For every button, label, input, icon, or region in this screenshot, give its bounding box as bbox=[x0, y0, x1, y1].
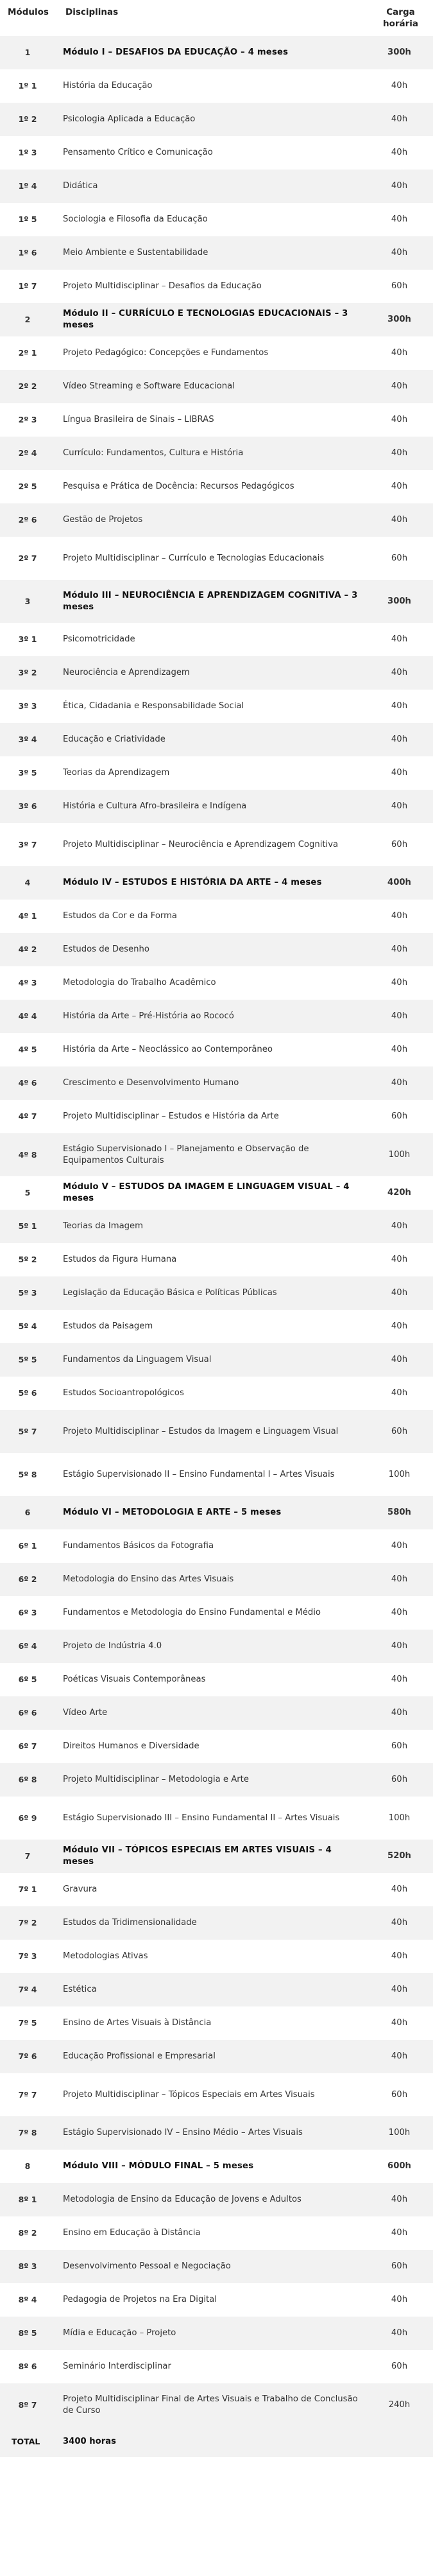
workload-cell: 40h bbox=[366, 1696, 433, 1730]
table-row bbox=[0, 1529, 433, 1563]
workload-cell: 40h bbox=[366, 1630, 433, 1663]
discipline-cell: Projeto Multidisciplinar – Desafios da Educação bbox=[58, 270, 366, 303]
module-number-cell: 1º 4 bbox=[0, 170, 58, 203]
table-row bbox=[0, 623, 433, 656]
discipline-cell: Educação e Criatividade bbox=[58, 723, 366, 756]
workload-cell: 40h bbox=[366, 1596, 433, 1630]
discipline-cell: Desenvolvimento Pessoal e Negociação bbox=[58, 2250, 366, 2283]
workload-cell: 40h bbox=[366, 203, 433, 236]
workload-cell: 40h bbox=[366, 1973, 433, 2006]
workload-cell: 60h bbox=[366, 823, 433, 866]
module-number-cell: 8º 2 bbox=[0, 2216, 58, 2250]
workload-cell: 40h bbox=[366, 1529, 433, 1563]
total-row bbox=[0, 2426, 433, 2457]
module-number-cell: 6º 4 bbox=[0, 1630, 58, 1663]
workload-cell: 60h bbox=[366, 2073, 433, 2116]
discipline-cell: Estágio Supervisionado III – Ensino Fundamental II – Artes Visuais bbox=[58, 1797, 366, 1840]
discipline-cell: Fundamentos Básicos da Fotografia bbox=[58, 1529, 366, 1563]
module-number-cell: 4º 5 bbox=[0, 1033, 58, 1066]
discipline-cell: Projeto Multidisciplinar – Tópicos Especiais em Artes Visuais bbox=[58, 2073, 366, 2116]
table-row bbox=[0, 336, 433, 370]
table-row bbox=[0, 2073, 433, 2116]
table-row bbox=[0, 723, 433, 756]
discipline-cell: Gestão de Projetos bbox=[58, 503, 366, 537]
module-number-cell: 5º 7 bbox=[0, 1410, 58, 1453]
module-number-cell: 7º 2 bbox=[0, 1906, 58, 1940]
discipline-cell: Fundamentos da Linguagem Visual bbox=[58, 1343, 366, 1377]
table-row bbox=[0, 1100, 433, 1133]
module-heading-row bbox=[0, 303, 433, 336]
table-row bbox=[0, 1243, 433, 1276]
table-row bbox=[0, 2040, 433, 2073]
workload-cell: 40h bbox=[366, 1210, 433, 1243]
table-row bbox=[0, 2383, 433, 2426]
workload-cell: 240h bbox=[366, 2383, 433, 2426]
module-number-cell: 3º 1 bbox=[0, 623, 58, 656]
module-number-cell: 5º 2 bbox=[0, 1243, 58, 1276]
module-number-cell: 8º 7 bbox=[0, 2383, 58, 2426]
module-number-cell: 4º 1 bbox=[0, 900, 58, 933]
table-row bbox=[0, 1596, 433, 1630]
discipline-cell: Projeto Multidisciplinar – Estudos e História da Arte bbox=[58, 1100, 366, 1133]
discipline-cell: História da Educação bbox=[58, 69, 366, 103]
discipline-cell: Estudos da Tridimensionalidade bbox=[58, 1906, 366, 1940]
workload-cell: 40h bbox=[366, 2216, 433, 2250]
module-number-cell: 4º 7 bbox=[0, 1100, 58, 1133]
workload-cell: 300h bbox=[366, 580, 433, 623]
module-number-cell: 6º 6 bbox=[0, 1696, 58, 1730]
workload-cell: 100h bbox=[366, 1133, 433, 1176]
module-number-cell: 3 bbox=[0, 580, 58, 623]
workload-cell: 60h bbox=[366, 537, 433, 580]
discipline-cell: Teorias da Imagem bbox=[58, 1210, 366, 1243]
module-number-cell: 1º 5 bbox=[0, 203, 58, 236]
discipline-cell: Metodologia do Trabalho Acadêmico bbox=[58, 966, 366, 1000]
table-row bbox=[0, 823, 433, 866]
table-row bbox=[0, 1410, 433, 1453]
discipline-cell: Pesquisa e Prática de Docência: Recursos Pedagógicos bbox=[58, 470, 366, 503]
workload-cell: 40h bbox=[366, 370, 433, 403]
module-number-cell: 7º 7 bbox=[0, 2073, 58, 2116]
total-value: 3400 horas bbox=[58, 2426, 366, 2457]
workload-cell: 60h bbox=[366, 2250, 433, 2283]
module-number-cell: 3º 2 bbox=[0, 656, 58, 690]
discipline-cell: Metodologia do Ensino das Artes Visuais bbox=[58, 1563, 366, 1596]
workload-cell: 300h bbox=[366, 36, 433, 69]
workload-cell: 40h bbox=[366, 690, 433, 723]
module-number-cell: 4 bbox=[0, 866, 58, 900]
discipline-cell: História da Arte – Pré-História ao Rococó bbox=[58, 1000, 366, 1033]
module-title-cell: Módulo V – ESTUDOS DA IMAGEM E LINGUAGEM VISUAL – 4 meses bbox=[58, 1176, 366, 1210]
workload-cell: 40h bbox=[366, 790, 433, 823]
discipline-cell: Pedagogia de Projetos na Era Digital bbox=[58, 2283, 366, 2317]
workload-cell: 40h bbox=[366, 1940, 433, 1973]
module-number-cell: 1º 6 bbox=[0, 236, 58, 270]
module-number-cell: 6º 8 bbox=[0, 1763, 58, 1797]
table-row bbox=[0, 2006, 433, 2040]
module-number-cell: 1º 7 bbox=[0, 270, 58, 303]
table-row bbox=[0, 2250, 433, 2283]
module-title-cell: Módulo VII – TÓPICOS ESPECIAIS EM ARTES VISUAIS – 4 meses bbox=[58, 1840, 366, 1873]
workload-cell: 40h bbox=[366, 1310, 433, 1343]
table-row bbox=[0, 2116, 433, 2150]
discipline-cell: Estágio Supervisionado I – Planejamento e Observação de Equipamentos Culturais bbox=[58, 1133, 366, 1176]
module-number-cell: 6º 9 bbox=[0, 1797, 58, 1840]
workload-cell: 40h bbox=[366, 933, 433, 966]
module-number-cell: 5º 3 bbox=[0, 1276, 58, 1310]
module-number-cell: 7º 6 bbox=[0, 2040, 58, 2073]
module-number-cell: 3º 5 bbox=[0, 756, 58, 790]
module-title-cell: Módulo VIII – MÓDULO FINAL – 5 meses bbox=[58, 2150, 366, 2183]
table-row bbox=[0, 756, 433, 790]
table-row bbox=[0, 690, 433, 723]
workload-cell: 60h bbox=[366, 270, 433, 303]
discipline-cell: Poéticas Visuais Contemporâneas bbox=[58, 1663, 366, 1696]
table-row bbox=[0, 1906, 433, 1940]
discipline-cell: Legislação da Educação Básica e Políticas Públicas bbox=[58, 1276, 366, 1310]
workload-cell: 60h bbox=[366, 1100, 433, 1133]
discipline-cell: Neurociência e Aprendizagem bbox=[58, 656, 366, 690]
table-row bbox=[0, 2317, 433, 2350]
table-row bbox=[0, 790, 433, 823]
module-number-cell: 5 bbox=[0, 1176, 58, 1210]
table-row bbox=[0, 370, 433, 403]
discipline-cell: Estética bbox=[58, 1973, 366, 2006]
table-row bbox=[0, 1630, 433, 1663]
discipline-cell: Seminário Interdisciplinar bbox=[58, 2350, 366, 2383]
module-number-cell: 2º 3 bbox=[0, 403, 58, 437]
table-row bbox=[0, 1763, 433, 1797]
module-number-cell: 5º 4 bbox=[0, 1310, 58, 1343]
workload-cell: 40h bbox=[366, 437, 433, 470]
table-row bbox=[0, 537, 433, 580]
module-heading-row bbox=[0, 2150, 433, 2183]
discipline-cell: Projeto Multidisciplinar – Metodologia e Arte bbox=[58, 1763, 366, 1797]
module-number-cell: 5º 5 bbox=[0, 1343, 58, 1377]
table-row bbox=[0, 1940, 433, 1973]
header-carga-horaria: Carga horária bbox=[366, 0, 433, 36]
workload-cell: 40h bbox=[366, 623, 433, 656]
workload-cell: 40h bbox=[366, 103, 433, 136]
table-row bbox=[0, 170, 433, 203]
workload-cell: 40h bbox=[366, 1873, 433, 1906]
discipline-cell: Estudos Socioantropológicos bbox=[58, 1377, 366, 1410]
table-row bbox=[0, 1563, 433, 1596]
module-number-cell: 7 bbox=[0, 1840, 58, 1873]
workload-cell: 40h bbox=[366, 69, 433, 103]
table-row bbox=[0, 1730, 433, 1763]
discipline-cell: Ética, Cidadania e Responsabilidade Social bbox=[58, 690, 366, 723]
workload-cell: 60h bbox=[366, 2350, 433, 2383]
workload-cell: 40h bbox=[366, 1000, 433, 1033]
module-heading-row bbox=[0, 1176, 433, 1210]
module-heading-row bbox=[0, 866, 433, 900]
module-number-cell: 3º 6 bbox=[0, 790, 58, 823]
workload-cell: 40h bbox=[366, 236, 433, 270]
module-number-cell: 6º 5 bbox=[0, 1663, 58, 1696]
module-number-cell: 2º 6 bbox=[0, 503, 58, 537]
workload-cell: 60h bbox=[366, 1763, 433, 1797]
workload-cell: 40h bbox=[366, 1033, 433, 1066]
module-number-cell: 8º 3 bbox=[0, 2250, 58, 2283]
workload-cell: 40h bbox=[366, 1276, 433, 1310]
workload-cell: 60h bbox=[366, 1410, 433, 1453]
discipline-cell: Estágio Supervisionado II – Ensino Fundamental I – Artes Visuais bbox=[58, 1453, 366, 1496]
module-title-cell: Módulo II – CURRÍCULO E TECNOLOGIAS EDUCACIONAIS – 3 meses bbox=[58, 303, 366, 336]
workload-cell: 40h bbox=[366, 1066, 433, 1100]
discipline-cell: Projeto Multidisciplinar Final de Artes Visuais e Trabalho de Conclusão de Curso bbox=[58, 2383, 366, 2426]
discipline-cell: Educação Profissional e Empresarial bbox=[58, 2040, 366, 2073]
discipline-cell: Teorias da Aprendizagem bbox=[58, 756, 366, 790]
discipline-cell: Metodologia de Ensino da Educação de Jovens e Adultos bbox=[58, 2183, 366, 2216]
workload-cell: 40h bbox=[366, 1377, 433, 1410]
total-label: TOTAL bbox=[0, 2426, 58, 2457]
table-header-row bbox=[0, 0, 433, 36]
discipline-cell: Psicomotricidade bbox=[58, 623, 366, 656]
table-row bbox=[0, 1973, 433, 2006]
table-body bbox=[0, 36, 433, 2426]
workload-cell: 40h bbox=[366, 2183, 433, 2216]
module-title-cell: Módulo IV – ESTUDOS E HISTÓRIA DA ARTE – 4 meses bbox=[58, 866, 366, 900]
table-row bbox=[0, 1133, 433, 1176]
workload-cell: 40h bbox=[366, 470, 433, 503]
module-number-cell: 6 bbox=[0, 1496, 58, 1529]
workload-cell: 100h bbox=[366, 2116, 433, 2150]
workload-cell: 40h bbox=[366, 336, 433, 370]
header-disciplinas: Disciplinas bbox=[58, 0, 366, 36]
module-number-cell: 5º 1 bbox=[0, 1210, 58, 1243]
workload-cell: 40h bbox=[366, 2006, 433, 2040]
workload-cell: 40h bbox=[366, 403, 433, 437]
module-number-cell: 4º 3 bbox=[0, 966, 58, 1000]
workload-cell: 40h bbox=[366, 2040, 433, 2073]
workload-cell: 40h bbox=[366, 756, 433, 790]
discipline-cell: Pensamento Crítico e Comunicação bbox=[58, 136, 366, 170]
module-number-cell: 8º 1 bbox=[0, 2183, 58, 2216]
module-heading-row bbox=[0, 580, 433, 623]
table-row bbox=[0, 1696, 433, 1730]
discipline-cell: Estudos da Cor e da Forma bbox=[58, 900, 366, 933]
module-number-cell: 1º 2 bbox=[0, 103, 58, 136]
module-number-cell: 6º 3 bbox=[0, 1596, 58, 1630]
module-number-cell: 2º 4 bbox=[0, 437, 58, 470]
workload-cell: 40h bbox=[366, 1906, 433, 1940]
workload-cell: 100h bbox=[366, 1453, 433, 1496]
table-row bbox=[0, 2350, 433, 2383]
workload-cell: 40h bbox=[366, 1243, 433, 1276]
module-number-cell: 7º 3 bbox=[0, 1940, 58, 1973]
discipline-cell: Estudos de Desenho bbox=[58, 933, 366, 966]
table-row bbox=[0, 403, 433, 437]
discipline-cell: Didática bbox=[58, 170, 366, 203]
module-number-cell: 4º 6 bbox=[0, 1066, 58, 1100]
workload-cell: 40h bbox=[366, 503, 433, 537]
discipline-cell: Estudos da Figura Humana bbox=[58, 1243, 366, 1276]
table-row bbox=[0, 1310, 433, 1343]
module-heading-row bbox=[0, 1496, 433, 1529]
workload-cell: 40h bbox=[366, 2317, 433, 2350]
module-number-cell: 4º 4 bbox=[0, 1000, 58, 1033]
module-number-cell: 5º 8 bbox=[0, 1453, 58, 1496]
header-modulos: Módulos bbox=[0, 0, 58, 36]
table-row bbox=[0, 1210, 433, 1243]
table-row bbox=[0, 236, 433, 270]
discipline-cell: Estágio Supervisionado IV – Ensino Médio – Artes Visuais bbox=[58, 2116, 366, 2150]
discipline-cell: Projeto Multidisciplinar – Neurociência e Aprendizagem Cognitiva bbox=[58, 823, 366, 866]
discipline-cell: Projeto de Indústria 4.0 bbox=[58, 1630, 366, 1663]
module-number-cell: 1º 1 bbox=[0, 69, 58, 103]
module-number-cell: 2º 5 bbox=[0, 470, 58, 503]
discipline-cell: Projeto Pedagógico: Concepções e Fundamentos bbox=[58, 336, 366, 370]
table-row bbox=[0, 1377, 433, 1410]
discipline-cell: Gravura bbox=[58, 1873, 366, 1906]
table-row bbox=[0, 270, 433, 303]
table-row bbox=[0, 2216, 433, 2250]
module-number-cell: 3º 3 bbox=[0, 690, 58, 723]
module-number-cell: 4º 8 bbox=[0, 1133, 58, 1176]
table-row bbox=[0, 437, 433, 470]
workload-cell: 400h bbox=[366, 866, 433, 900]
workload-cell: 40h bbox=[366, 170, 433, 203]
table-row bbox=[0, 1453, 433, 1496]
module-number-cell: 5º 6 bbox=[0, 1377, 58, 1410]
workload-cell: 580h bbox=[366, 1496, 433, 1529]
discipline-cell: Sociologia e Filosofia da Educação bbox=[58, 203, 366, 236]
table-row bbox=[0, 933, 433, 966]
module-number-cell: 6º 7 bbox=[0, 1730, 58, 1763]
discipline-cell: Projeto Multidisciplinar – Estudos da Imagem e Linguagem Visual bbox=[58, 1410, 366, 1453]
module-number-cell: 1º 3 bbox=[0, 136, 58, 170]
module-title-cell: Módulo VI – METODOLOGIA E ARTE – 5 meses bbox=[58, 1496, 366, 1529]
table-row bbox=[0, 2183, 433, 2216]
workload-cell: 100h bbox=[366, 1797, 433, 1840]
table-row bbox=[0, 203, 433, 236]
module-number-cell: 8º 5 bbox=[0, 2317, 58, 2350]
discipline-cell: Crescimento e Desenvolvimento Humano bbox=[58, 1066, 366, 1100]
discipline-cell: Projeto Multidisciplinar – Currículo e Tecnologias Educacionais bbox=[58, 537, 366, 580]
discipline-cell: Metodologias Ativas bbox=[58, 1940, 366, 1973]
module-heading-row bbox=[0, 36, 433, 69]
table-row bbox=[0, 1066, 433, 1100]
table-row bbox=[0, 136, 433, 170]
workload-cell: 40h bbox=[366, 1563, 433, 1596]
module-number-cell: 1 bbox=[0, 36, 58, 69]
table-row bbox=[0, 900, 433, 933]
workload-cell: 520h bbox=[366, 1840, 433, 1873]
table-row bbox=[0, 2283, 433, 2317]
discipline-cell: Vídeo Streaming e Software Educacional bbox=[58, 370, 366, 403]
module-number-cell: 6º 2 bbox=[0, 1563, 58, 1596]
discipline-cell: Fundamentos e Metodologia do Ensino Fundamental e Médio bbox=[58, 1596, 366, 1630]
discipline-cell: Direitos Humanos e Diversidade bbox=[58, 1730, 366, 1763]
total-empty-cell bbox=[366, 2426, 433, 2457]
table-row bbox=[0, 69, 433, 103]
module-number-cell: 8º 6 bbox=[0, 2350, 58, 2383]
workload-cell: 40h bbox=[366, 1343, 433, 1377]
table-row bbox=[0, 1797, 433, 1840]
discipline-cell: Língua Brasileira de Sinais – LIBRAS bbox=[58, 403, 366, 437]
module-number-cell: 8 bbox=[0, 2150, 58, 2183]
table-row bbox=[0, 1343, 433, 1377]
table-row bbox=[0, 470, 433, 503]
module-number-cell: 8º 4 bbox=[0, 2283, 58, 2317]
discipline-cell: Ensino em Educação à Distância bbox=[58, 2216, 366, 2250]
table-row bbox=[0, 1873, 433, 1906]
module-number-cell: 4º 2 bbox=[0, 933, 58, 966]
module-number-cell: 3º 4 bbox=[0, 723, 58, 756]
module-title-cell: Módulo III – NEUROCIÊNCIA E APRENDIZAGEM COGNITIVA – 3 meses bbox=[58, 580, 366, 623]
workload-cell: 300h bbox=[366, 303, 433, 336]
module-heading-row bbox=[0, 1840, 433, 1873]
module-number-cell: 7º 8 bbox=[0, 2116, 58, 2150]
workload-cell: 40h bbox=[366, 2283, 433, 2317]
discipline-cell: Vídeo Arte bbox=[58, 1696, 366, 1730]
module-number-cell: 7º 1 bbox=[0, 1873, 58, 1906]
table-row bbox=[0, 966, 433, 1000]
discipline-cell: História e Cultura Afro-brasileira e Indígena bbox=[58, 790, 366, 823]
module-title-cell: Módulo I – DESAFIOS DA EDUCAÇÃO – 4 meses bbox=[58, 36, 366, 69]
workload-cell: 40h bbox=[366, 656, 433, 690]
module-number-cell: 2º 7 bbox=[0, 537, 58, 580]
module-number-cell: 2º 2 bbox=[0, 370, 58, 403]
module-number-cell: 2º 1 bbox=[0, 336, 58, 370]
workload-cell: 60h bbox=[366, 1730, 433, 1763]
workload-cell: 40h bbox=[366, 966, 433, 1000]
discipline-cell: Estudos da Paisagem bbox=[58, 1310, 366, 1343]
table-row bbox=[0, 1663, 433, 1696]
table-row bbox=[0, 1033, 433, 1066]
module-number-cell: 2 bbox=[0, 303, 58, 336]
discipline-cell: História da Arte – Neoclássico ao Contemporâneo bbox=[58, 1033, 366, 1066]
workload-cell: 40h bbox=[366, 723, 433, 756]
module-number-cell: 7º 4 bbox=[0, 1973, 58, 2006]
workload-cell: 420h bbox=[366, 1176, 433, 1210]
discipline-cell: Meio Ambiente e Sustentabilidade bbox=[58, 236, 366, 270]
discipline-cell: Currículo: Fundamentos, Cultura e História bbox=[58, 437, 366, 470]
workload-cell: 40h bbox=[366, 1663, 433, 1696]
table-row bbox=[0, 103, 433, 136]
module-number-cell: 7º 5 bbox=[0, 2006, 58, 2040]
discipline-cell: Psicologia Aplicada a Educação bbox=[58, 103, 366, 136]
workload-cell: 40h bbox=[366, 136, 433, 170]
module-number-cell: 6º 1 bbox=[0, 1529, 58, 1563]
workload-cell: 600h bbox=[366, 2150, 433, 2183]
discipline-cell: Ensino de Artes Visuais à Distância bbox=[58, 2006, 366, 2040]
module-number-cell: 3º 7 bbox=[0, 823, 58, 866]
table-row bbox=[0, 656, 433, 690]
table-row bbox=[0, 503, 433, 537]
table-row bbox=[0, 1000, 433, 1033]
workload-cell: 40h bbox=[366, 900, 433, 933]
discipline-cell: Mídia e Educação – Projeto bbox=[58, 2317, 366, 2350]
table-row bbox=[0, 1276, 433, 1310]
